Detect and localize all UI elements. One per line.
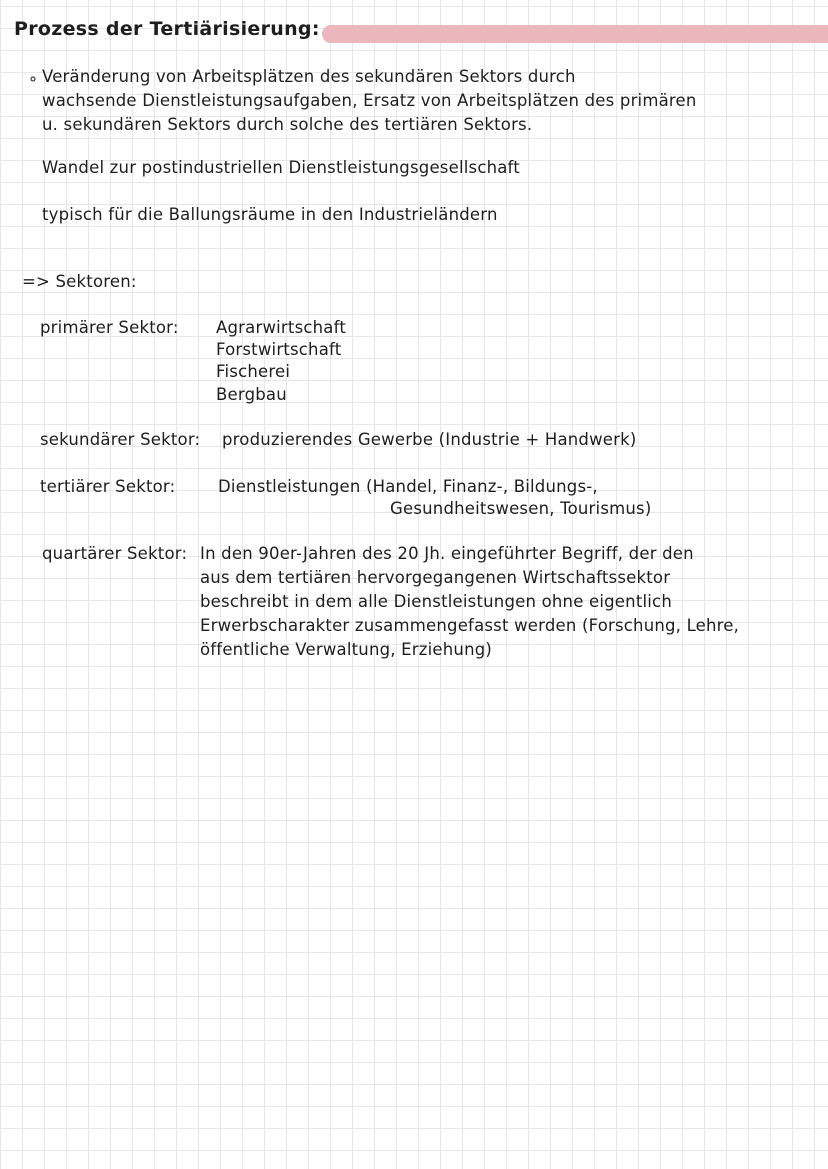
wandel-line: Wandel zur postindustriellen Dienstleistungsgesellschaft (42, 158, 520, 177)
tertiaer-label: tertiärer Sektor: (40, 477, 176, 496)
page-title: Prozess der Tertiärisierung: (14, 18, 320, 40)
tertiaer-line-1: Dienstleistungen (Handel, Finanz-, Bildungs-, (218, 477, 598, 496)
quartaer-line-5: öffentliche Verwaltung, Erziehung) (200, 640, 493, 659)
primaer-item: Forstwirtschaft (216, 340, 342, 359)
quartaer-line-2: aus dem tertiären hervorgegangenen Wirtschaftssektor (200, 568, 671, 587)
quartaer-label: quartärer Sektor: (42, 544, 188, 563)
typisch-line: typisch für die Ballungsräume in den Industrieländern (42, 205, 498, 224)
intro-line-1: Veränderung von Arbeitsplätzen des sekundären Sektors durch (42, 67, 576, 86)
quartaer-line-3: beschreibt in dem alle Dienstleistungen ohne eigentlich (200, 592, 672, 611)
sekundaer-text: produzierendes Gewerbe (Industrie + Handwerk) (222, 430, 637, 449)
quartaer-line-4: Erwerbscharakter zusammengefasst werden (Forschung, Lehre, (200, 616, 740, 635)
primaer-item: Fischerei (216, 362, 291, 381)
primaer-item: Agrarwirtschaft (216, 318, 346, 337)
intro-line-3: u. sekundären Sektors durch solche des tertiären Sektors. (42, 115, 533, 134)
primaer-item: Bergbau (216, 385, 287, 404)
quartaer-line-1: In den 90er-Jahren des 20 Jh. eingeführter Begriff, der den (200, 544, 694, 563)
sekundaer-label: sekundärer Sektor: (40, 430, 201, 449)
tertiaer-line-2: Gesundheitswesen, Tourismus) (390, 499, 652, 518)
sektoren-heading: => Sektoren: (22, 272, 137, 291)
title-highlight (322, 25, 828, 43)
primaer-label: primärer Sektor: (40, 318, 179, 337)
intro-line-2: wachsende Dienstleistungsaufgaben, Ersatz von Arbeitsplätzen des primären (42, 91, 697, 110)
bullet-icon: ∘ (28, 69, 39, 88)
